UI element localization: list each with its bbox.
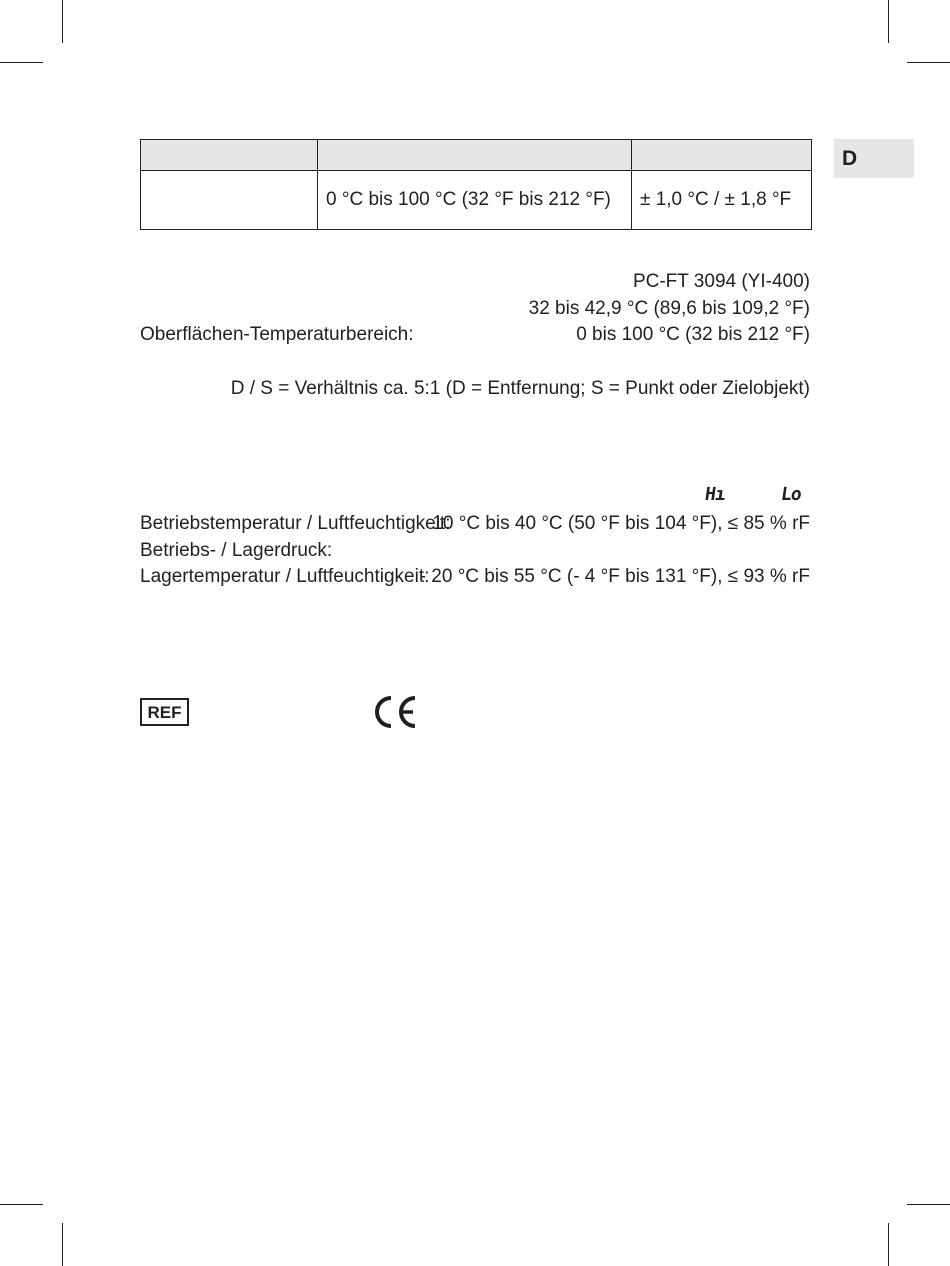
model-number: PC-FT 3094 (YI-400) (632, 271, 810, 292)
ce-mark (372, 694, 420, 730)
display-hi-symbol: Hı (703, 484, 727, 505)
crop-mark-bottom-right-h (907, 1204, 950, 1205)
table-header-cell (632, 140, 812, 171)
table-header-row (141, 140, 812, 171)
distance-spot-ratio: D / S = Verhältnis ca. 5:1 (D = Entfernung; S = Punkt oder Zielobjekt) (230, 378, 810, 399)
operating-conditions-label: Betriebstemperatur / Luftfeuchtigkeit: (140, 513, 451, 534)
surface-range-label: Oberflächen-Temperaturbereich: (140, 324, 414, 345)
storage-conditions-label: Lagertemperatur / Luftfeuchtigkeit: (140, 566, 430, 587)
crop-mark-top-left-h (0, 62, 43, 63)
crop-mark-top-right (888, 0, 889, 43)
display-lo-symbol: Lo (779, 484, 803, 505)
ref-symbol: REF (140, 698, 189, 726)
table-cell-range: 0 °C bis 100 °C (32 °F bis 212 °F) (318, 171, 632, 230)
crop-mark-bottom-left-h (0, 1204, 43, 1205)
table-header-cell (318, 140, 632, 171)
accuracy-table (140, 139, 812, 230)
crop-mark-bottom-left (62, 1223, 63, 1266)
crop-mark-top-left (62, 0, 63, 43)
table-row (141, 171, 812, 230)
section-tab: D (834, 139, 914, 178)
body-temperature-range: 32 bis 42,9 °C (89,6 bis 109,2 °F) (528, 298, 810, 319)
crop-mark-top-right-h (907, 62, 950, 63)
table-cell-accuracy: ± 1,0 °C / ± 1,8 °F (632, 171, 812, 230)
operating-conditions-value: 10 °C bis 40 °C (50 °F bis 104 °F), ≤ 85 % rF (432, 513, 810, 534)
storage-conditions-value: - 20 °C bis 55 °C (- 4 °F bis 131 °F), ≤ 93 % rF (419, 566, 810, 587)
crop-mark-bottom-right (888, 1223, 889, 1266)
surface-range-value: 0 bis 100 °C (32 bis 212 °F) (576, 324, 810, 345)
pressure-label: Betriebs- / Lagerdruck: (140, 540, 333, 561)
table-cell (141, 171, 318, 230)
table-header-cell (141, 140, 318, 171)
